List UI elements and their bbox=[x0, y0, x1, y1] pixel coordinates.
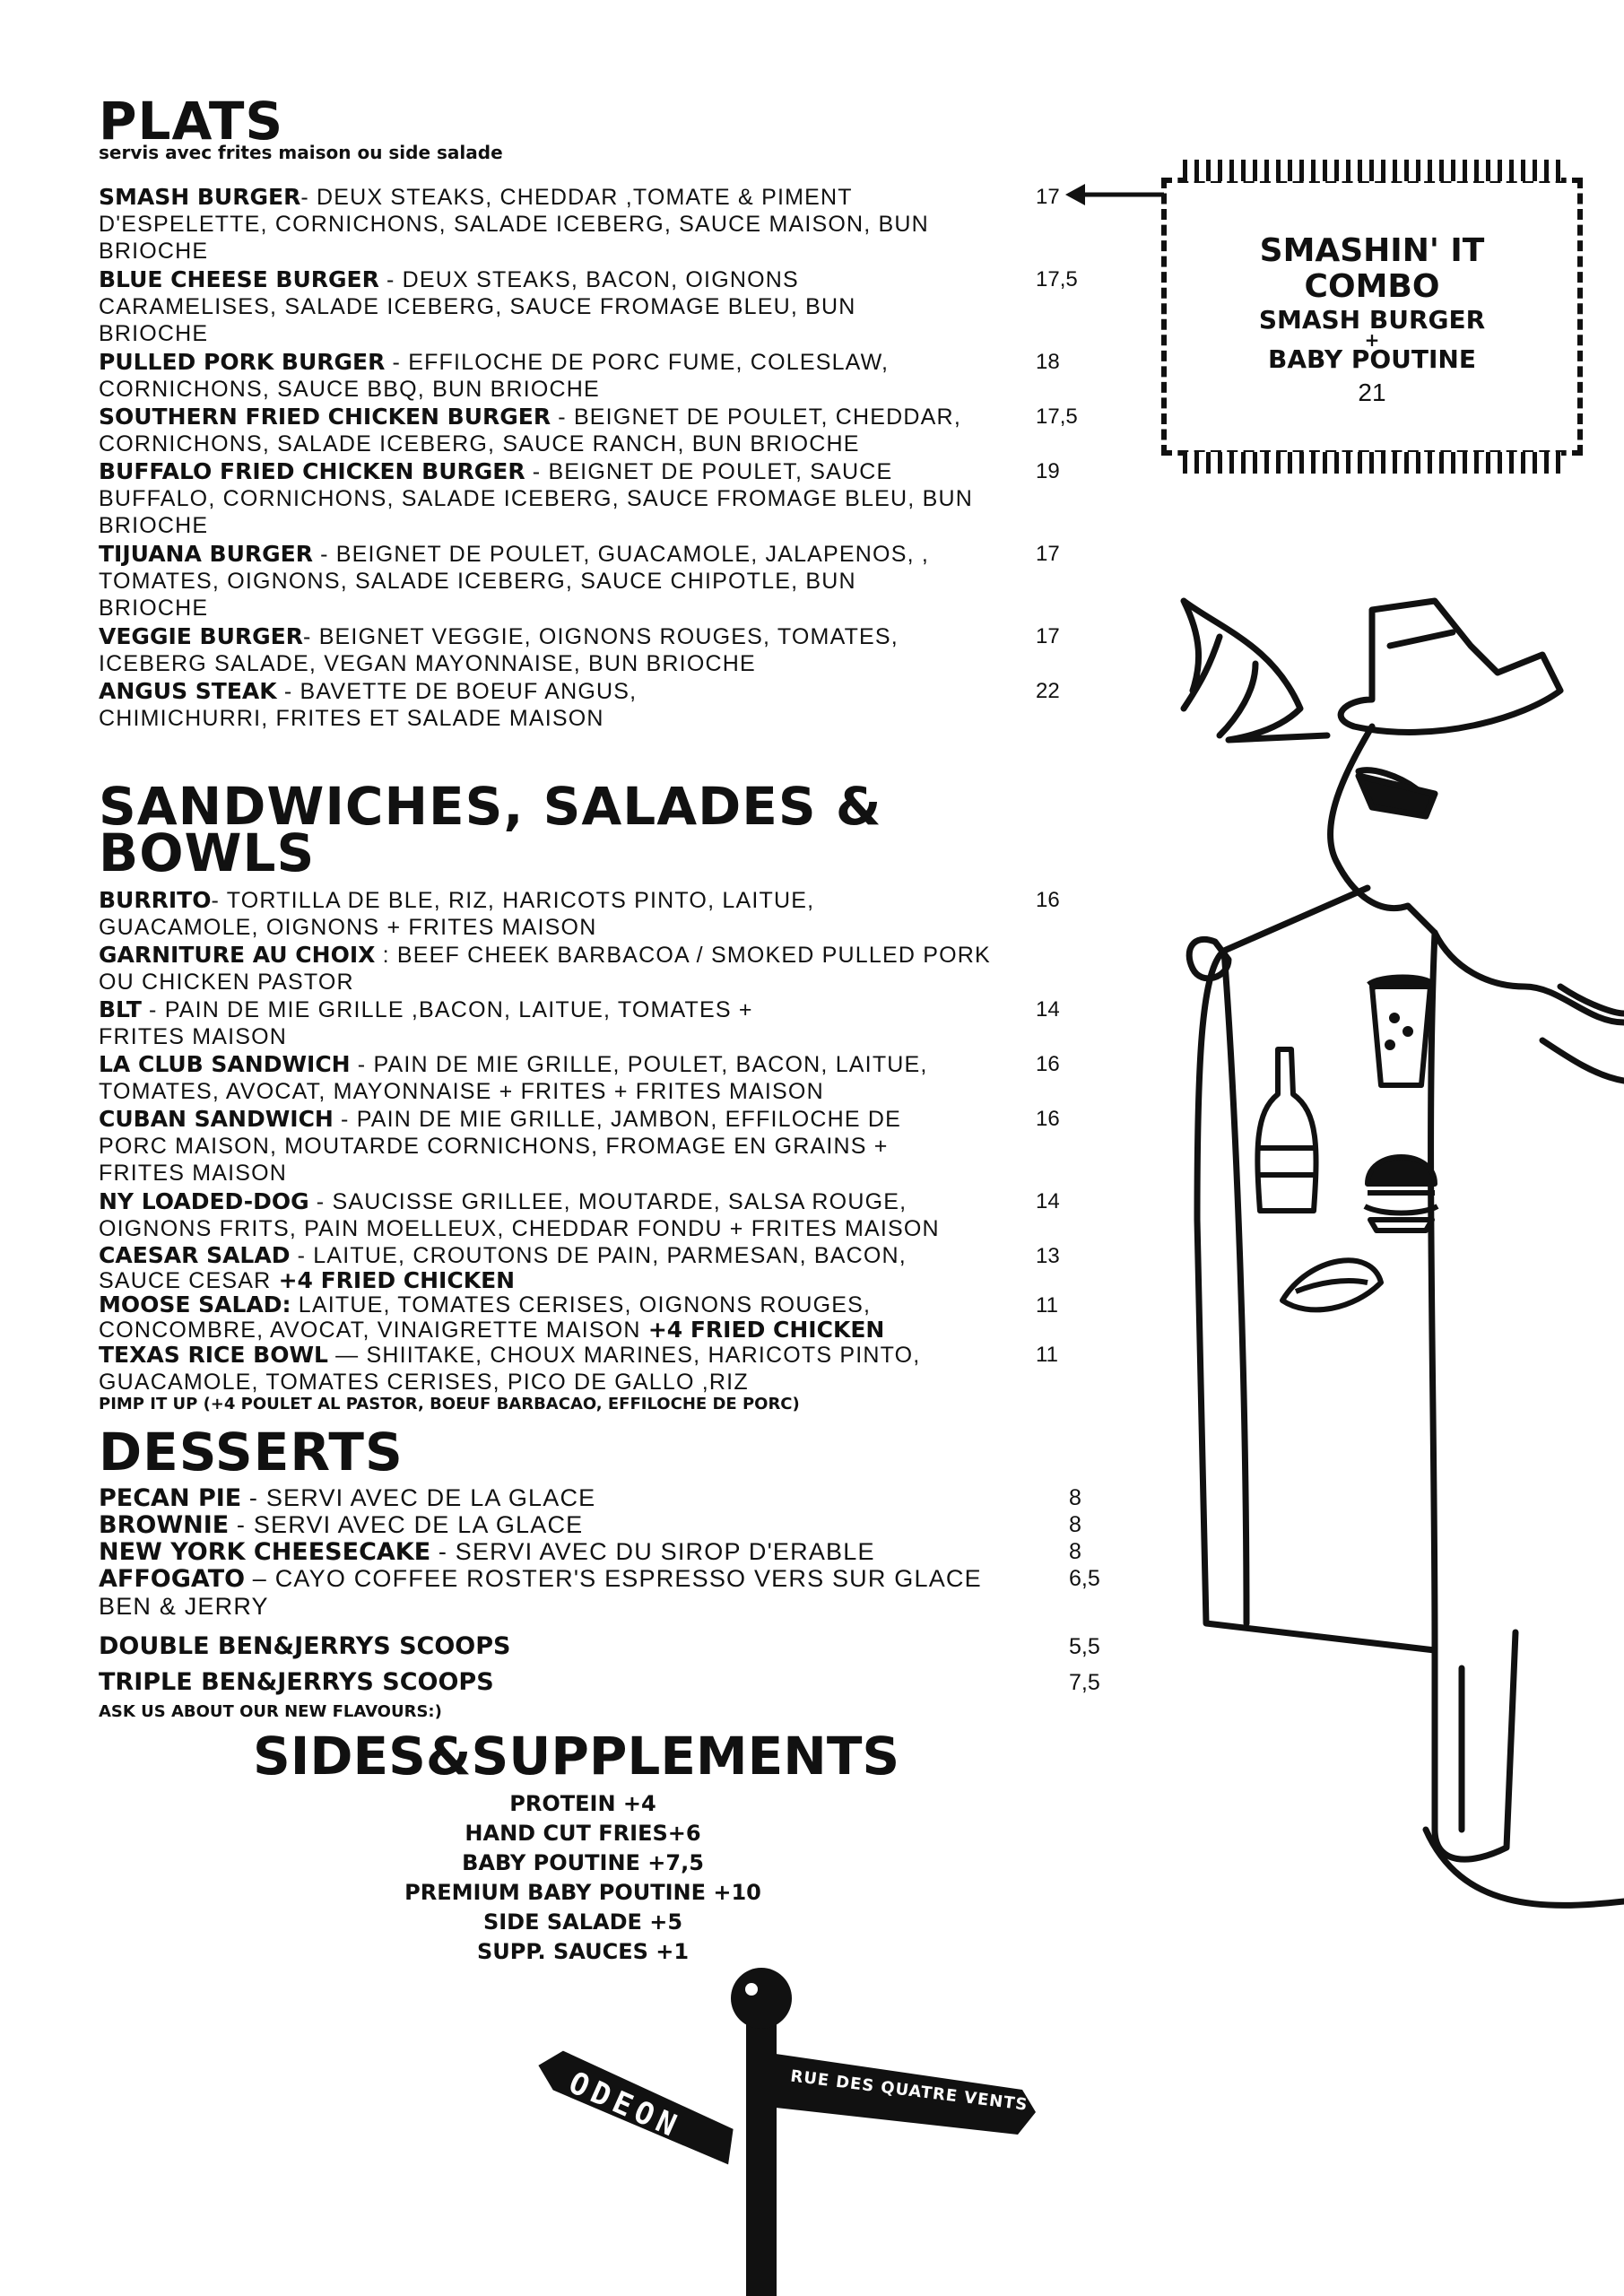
item-price: 8 bbox=[1069, 1485, 1081, 1510]
combo-border-stripe bbox=[1183, 452, 1561, 474]
item-name: ANGUS STEAK bbox=[99, 678, 277, 704]
menu-item: BLT - PAIN DE MIE GRILLE ,BACON, LAITUE, TOMATES + FRITES MAISON 14 bbox=[99, 996, 1060, 1049]
combo-border-stripe bbox=[1183, 160, 1561, 181]
flavours-note: ASK US ABOUT OUR NEW FLAVOURS:) bbox=[99, 1702, 442, 1721]
item-price: 5,5 bbox=[1069, 1634, 1100, 1659]
plats-title: PLATS bbox=[99, 91, 284, 152]
item-description: PAIN DE MIE GRILLE, JAMBON, EFFILOCHE DE PORC MAISON, MOUTARDE CORNICHONS, FROMAGE EN GRAINS + FRITES MAISON bbox=[99, 1107, 902, 1186]
item-name: TEXAS RICE BOWL bbox=[99, 1342, 328, 1368]
menu-item bbox=[99, 1630, 1130, 1662]
item-price: 16 bbox=[1036, 1107, 1060, 1131]
menu-item: PECAN PIE - SERVI AVEC DE LA GLACE 8 bbox=[99, 1484, 1081, 1512]
item-price: 17,5 bbox=[1036, 404, 1078, 429]
item-description: LAITUE, CROUTONS DE PAIN, PARMESAN, BACON, SAUCE CESAR bbox=[99, 1243, 907, 1293]
plats-subtitle: servis avec frites maison ou side salade bbox=[99, 142, 503, 163]
item-description: BEIGNET DE POULET, SAUCE BUFFALO, CORNICHONS, SALADE ICEBERG, SAUCE FROMAGE BLEU, BUN BRIOCHE bbox=[99, 459, 973, 538]
item-description: CAYO COFFEE ROSTER'S ESPRESSO VERS SUR GLACE BEN & JERRY bbox=[99, 1565, 982, 1620]
menu-item: SOUTHERN FRIED CHICKEN BURGER - BEIGNET DE POULET, CHEDDAR, CORNICHONS, SALADE ICEBERG, SAUCE RANCH, BUN BRIOCHE 17,5 bbox=[99, 404, 1078, 457]
menu-item: BUFFALO FRIED CHICKEN BURGER - BEIGNET DE POULET, SAUCE BUFFALO, CORNICHONS, SALADE ICEBERG, SAUCE FROMAGE BLEU, BUN BRIOCHE 19 bbox=[99, 458, 1060, 538]
side-item: PROTEIN +4 bbox=[509, 1791, 656, 1816]
item-description: BAVETTE DE BOEUF ANGUS, CHIMICHURRI, FRITES ET SALADE MAISON bbox=[99, 679, 638, 731]
item-name: BROWNIE bbox=[99, 1511, 230, 1539]
plats-list bbox=[99, 184, 1130, 733]
item-name: BURRITO bbox=[99, 887, 212, 913]
menu-item: SMASH BURGER- DEUX STEAKS, CHEDDAR ,TOMATE & PIMENT D'ESPELETTE, CORNICHONS, SALADE ICEBERG, SAUCE MAISON, BUN BRIOCHE 17 bbox=[99, 184, 1060, 264]
item-name: SOUTHERN FRIED CHICKEN BURGER bbox=[99, 404, 551, 430]
item-description: SERVI AVEC DU SIROP D'ERABLE bbox=[455, 1538, 875, 1565]
item-description: DEUX STEAKS, BACON, OIGNONS CARAMELISES, SALADE ICEBERG, SAUCE FROMAGE BLEU, BUN BRIOCHE bbox=[99, 267, 856, 346]
sides-title: SIDES&SUPPLEMENTS bbox=[253, 1726, 900, 1787]
combo-title: COMBO bbox=[1304, 268, 1440, 305]
combo-item: SMASH BURGER bbox=[1258, 305, 1486, 335]
item-name: TRIPLE BEN&JERRYS SCOOPS bbox=[99, 1668, 494, 1696]
item-price: 17 bbox=[1036, 624, 1060, 648]
item-name: BLT bbox=[99, 996, 142, 1022]
item-description: DEUX STEAKS, CHEDDAR ,TOMATE & PIMENT D'ESPELETTE, CORNICHONS, SALADE ICEBERG, SAUCE MAISON, BUN BRIOCHE bbox=[99, 185, 929, 264]
item-price: 16 bbox=[1036, 1052, 1060, 1076]
item-description: BEIGNET DE POULET, GUACAMOLE, JALAPENOS, , TOMATES, OIGNONS, SALADE ICEBERG, SAUCE CHIPOTLE, BUN BRIOCHE bbox=[99, 542, 930, 621]
item-description: PAIN DE MIE GRILLE ,BACON, LAITUE, TOMATES + FRITES MAISON bbox=[99, 997, 753, 1049]
item-name: CUBAN SANDWICH bbox=[99, 1106, 334, 1132]
item-price: 7,5 bbox=[1069, 1670, 1100, 1695]
item-price: 8 bbox=[1069, 1512, 1081, 1537]
item-description: TORTILLA DE BLE, RIZ, HARICOTS PINTO, LAITUE, GUACAMOLE, OIGNONS + FRITES MAISON bbox=[99, 888, 815, 940]
side-item: HAND CUT FRIES+6 bbox=[465, 1821, 701, 1846]
side-item: BABY POUTINE +7,5 bbox=[462, 1850, 704, 1875]
menu-item: ANGUS STEAK - BAVETTE DE BOEUF ANGUS, CHIMICHURRI, FRITES ET SALADE MAISON 22 bbox=[99, 678, 1060, 731]
item-price: 17 bbox=[1036, 542, 1060, 566]
item-name: PULLED PORK BURGER bbox=[99, 349, 386, 375]
combo-plus: + bbox=[1364, 329, 1380, 351]
item-description: SERVI AVEC DE LA GLACE bbox=[253, 1511, 584, 1538]
item-description: PAIN DE MIE GRILLE, POULET, BACON, LAITUE, TOMATES, AVOCAT, MAYONNAISE + FRITES + FRITES MAISON bbox=[99, 1052, 928, 1104]
item-extra: +4 FRIED CHICKEN bbox=[278, 1267, 516, 1293]
combo-price: 21 bbox=[1358, 378, 1386, 406]
item-price: 11 bbox=[1036, 1343, 1058, 1367]
item-price: 19 bbox=[1036, 459, 1060, 483]
item-description: SAUCISSE GRILLEE, MOUTARDE, SALSA ROUGE, OIGNONS FRITS, PAIN MOELLEUX, CHEDDAR FONDU + FRITES MAISON bbox=[99, 1189, 940, 1241]
item-price: 17 bbox=[1036, 185, 1060, 209]
item-name: DOUBLE BEN&JERRYS SCOOPS bbox=[99, 1632, 511, 1660]
sandwiches-title: SANDWICHES, SALADES & bbox=[99, 776, 882, 837]
sign-rue-des-quatre-vents: RUE DES QUATRE VENTS bbox=[789, 2066, 1029, 2115]
combo-title: SMASHIN' IT bbox=[1259, 232, 1485, 269]
item-price: 22 bbox=[1036, 679, 1060, 703]
item-price: 17,5 bbox=[1036, 267, 1078, 291]
street-signpost bbox=[520, 1964, 1040, 2296]
menu-item bbox=[99, 1292, 1130, 1342]
menu-item: VEGGIE BURGER- BEIGNET VEGGIE, OIGNONS ROUGES, TOMATES, ICEBERG SALADE, VEGAN MAYONNAISE, BUN BRIOCHE 17 bbox=[99, 623, 1060, 676]
menu-item bbox=[99, 1665, 1130, 1698]
item-price: 8 bbox=[1069, 1539, 1081, 1564]
item-price: 14 bbox=[1036, 1189, 1060, 1213]
sandwiches-title: BOWLS bbox=[99, 822, 316, 883]
menu-item: AFFOGATO – CAYO COFFEE ROSTER'S ESPRESSO VERS SUR GLACE BEN & JERRY 6,5 bbox=[99, 1565, 1100, 1620]
item-name: GARNITURE AU CHOIX bbox=[99, 942, 376, 968]
desserts-list bbox=[99, 1484, 1130, 1723]
menu-item: BLUE CHEESE BURGER - DEUX STEAKS, BACON, OIGNONS CARAMELISES, SALADE ICEBERG, SAUCE FROMAGE BLEU, BUN BRIOCHE 17,5 bbox=[99, 266, 1078, 346]
side-item: SIDE SALADE +5 bbox=[482, 1909, 683, 1935]
item-description: BEIGNET VEGGIE, OIGNONS ROUGES, TOMATES, ICEBERG SALADE, VEGAN MAYONNAISE, BUN BRIOCHE bbox=[99, 624, 899, 676]
menu-item: GARNITURE AU CHOIX : BEEF CHEEK BARBACOA / SMOKED PULLED PORK OU CHICKEN PASTOR bbox=[99, 942, 991, 995]
pimp-note: PIMP IT UP (+4 POULET AL PASTOR, BOEUF BARBACAO, EFFILOCHE DE PORC) bbox=[99, 1395, 800, 1413]
menu-item: CUBAN SANDWICH - PAIN DE MIE GRILLE, JAMBON, EFFILOCHE DE PORC MAISON, MOUTARDE CORNICHONS, FROMAGE EN GRAINS + FRITES MAISON 16 bbox=[99, 1106, 1060, 1186]
item-name: BUFFALO FRIED CHICKEN BURGER bbox=[99, 458, 525, 484]
item-description: EFFILOCHE DE PORC FUME, COLESLAW, CORNICHONS, SAUCE BBQ, BUN BRIOCHE bbox=[99, 350, 890, 402]
item-price: 6,5 bbox=[1069, 1566, 1100, 1591]
item-name: NY LOADED-DOG bbox=[99, 1188, 309, 1214]
item-description: BEIGNET DE POULET, CHEDDAR, CORNICHONS, SALADE ICEBERG, SAUCE RANCH, BUN BRIOCHE bbox=[99, 404, 961, 457]
menu-item: TIJUANA BURGER - BEIGNET DE POULET, GUACAMOLE, JALAPENOS, , TOMATES, OIGNONS, SALADE ICEBERG, SAUCE CHIPOTLE, BUN BRIOCHE 17 bbox=[99, 541, 1060, 621]
item-name: VEGGIE BURGER bbox=[99, 623, 304, 649]
item-description: BEEF CHEEK BARBACOA / SMOKED PULLED PORK OU CHICKEN PASTOR bbox=[99, 943, 991, 995]
item-name: MOOSE SALAD: bbox=[99, 1292, 291, 1318]
item-name: NEW YORK CHEESECAKE bbox=[99, 1538, 431, 1566]
menu-item: NEW YORK CHEESECAKE - SERVI AVEC DU SIROP D'ERABLE 8 bbox=[99, 1538, 1081, 1566]
menu-item: NY LOADED-DOG - SAUCISSE GRILLEE, MOUTARDE, SALSA ROUGE, OIGNONS FRITS, PAIN MOELLEUX, CHEDDAR FONDU + FRITES MAISON 14 bbox=[99, 1188, 1060, 1241]
menu-item: BROWNIE - SERVI AVEC DE LA GLACE 8 bbox=[99, 1511, 1081, 1539]
side-item: PREMIUM BABY POUTINE +10 bbox=[404, 1880, 761, 1905]
side-item: SUPP. SAUCES +1 bbox=[476, 1939, 690, 1964]
sign-odeon: ODEON bbox=[563, 2065, 687, 2146]
menu-item: BURRITO- TORTILLA DE BLE, RIZ, HARICOTS PINTO, LAITUE, GUACAMOLE, OIGNONS + FRITES MAISON 16 bbox=[99, 887, 1060, 940]
arrow-left-icon bbox=[1065, 184, 1164, 205]
item-name: LA CLUB SANDWICH bbox=[99, 1051, 351, 1077]
item-description: LAITUE, TOMATES CERISES, OIGNONS ROUGES, CONCOMBRE, AVOCAT, VINAIGRETTE MAISON bbox=[99, 1292, 872, 1343]
item-name: TIJUANA BURGER bbox=[99, 541, 313, 567]
combo-item: BABY POUTINE bbox=[1268, 344, 1476, 374]
menu-item: TEXAS RICE BOWL — SHIITAKE, CHOUX MARINES, HARICOTS PINTO, GUACAMOLE, TOMATES CERISES, PICO DE GALLO ,RIZ 11 bbox=[99, 1342, 1058, 1395]
item-name: BLUE CHEESE BURGER bbox=[99, 266, 379, 292]
item-price: 16 bbox=[1036, 888, 1060, 912]
item-price: 18 bbox=[1036, 350, 1060, 374]
item-description: SERVI AVEC DE LA GLACE bbox=[265, 1484, 596, 1511]
moose-illustration bbox=[1166, 592, 1624, 1991]
item-description: SHIITAKE, CHOUX MARINES, HARICOTS PINTO, GUACAMOLE, TOMATES CERISES, PICO DE GALLO ,RIZ bbox=[99, 1343, 921, 1395]
item-extra: +4 FRIED CHICKEN bbox=[647, 1317, 885, 1343]
menu-item: CAESAR SALAD - LAITUE, CROUTONS DE PAIN, PARMESAN, BACON, SAUCE CESAR +4 FRIED CHICKEN 13 bbox=[99, 1242, 1060, 1293]
item-name: PECAN PIE bbox=[99, 1484, 242, 1512]
menu-item: LA CLUB SANDWICH - PAIN DE MIE GRILLE, POULET, BACON, LAITUE, TOMATES, AVOCAT, MAYONNAISE + FRITES + FRITES MAISON 16 bbox=[99, 1051, 1060, 1104]
item-price: 14 bbox=[1036, 997, 1060, 1022]
sandwiches-list bbox=[99, 887, 1130, 1415]
menu-item: PULLED PORK BURGER - EFFILOCHE DE PORC FUME, COLESLAW, CORNICHONS, SAUCE BBQ, BUN BRIOCHE 18 bbox=[99, 349, 1060, 402]
item-name: CAESAR SALAD bbox=[99, 1242, 291, 1268]
sides-list bbox=[359, 1789, 807, 1967]
item-price: 13 bbox=[1036, 1244, 1060, 1268]
item-price: 11 bbox=[1036, 1293, 1058, 1318]
item-name: AFFOGATO bbox=[99, 1565, 246, 1593]
desserts-title: DESSERTS bbox=[99, 1422, 404, 1483]
item-name: SMASH BURGER bbox=[99, 184, 301, 210]
combo-box bbox=[1161, 178, 1583, 456]
